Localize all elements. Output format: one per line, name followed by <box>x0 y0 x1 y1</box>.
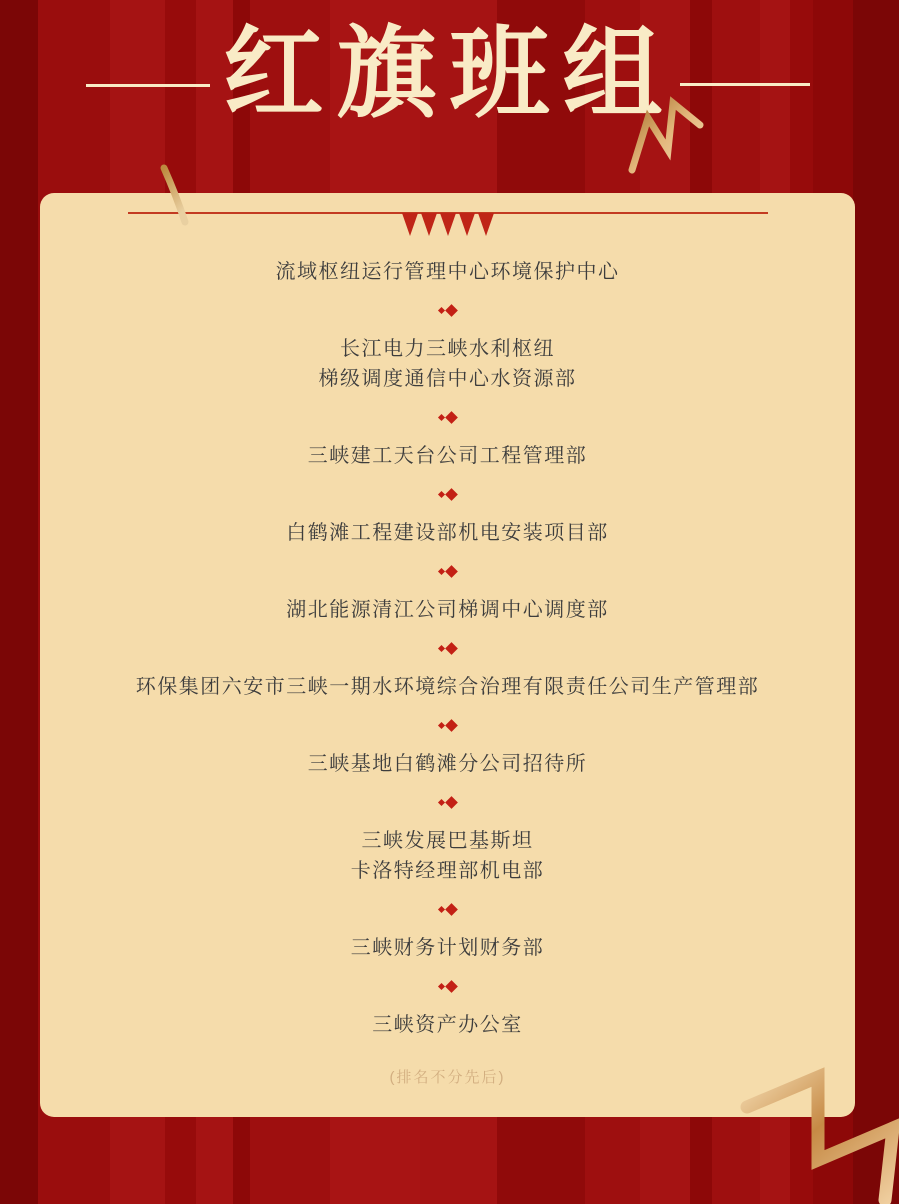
large-diamond-icon <box>445 488 458 501</box>
list-item <box>40 672 855 702</box>
list-item <box>40 518 855 548</box>
small-diamond-icon <box>438 906 445 913</box>
award-list <box>40 257 855 1040</box>
list-item <box>40 1010 855 1040</box>
list-item <box>40 749 855 779</box>
diamond-separator <box>40 905 855 914</box>
organization-name: 长江电力三峡水利枢纽 <box>340 338 555 360</box>
organization-name: 湖北能源清江公司梯调中心调度部 <box>286 599 609 621</box>
organization-name: 三峡基地白鹤滩分公司招待所 <box>307 753 588 775</box>
triangle-markers <box>402 213 494 236</box>
triangle-down-icon <box>421 213 437 236</box>
small-diamond-icon <box>438 983 445 990</box>
large-diamond-icon <box>445 642 458 655</box>
small-diamond-icon <box>438 491 445 498</box>
organization-name: 卡洛特经理部机电部 <box>350 860 545 882</box>
large-diamond-icon <box>445 980 458 993</box>
large-diamond-icon <box>445 411 458 424</box>
organization-name: 环保集团六安市三峡一期水环境综合治理有限责任公司生产管理部 <box>135 676 760 698</box>
triangle-down-icon <box>402 213 418 236</box>
organization-name: 三峡发展巴基斯坦 <box>361 830 534 852</box>
organization-name: 流域枢纽运行管理中心环境保护中心 <box>275 261 620 283</box>
triangle-down-icon <box>478 213 494 236</box>
organization-name: 三峡资产办公室 <box>372 1014 523 1036</box>
triangle-down-icon <box>440 213 456 236</box>
diamond-separator <box>40 721 855 730</box>
small-diamond-icon <box>438 722 445 729</box>
diamond-separator <box>40 567 855 576</box>
small-diamond-icon <box>438 307 445 314</box>
diamond-separator <box>40 982 855 991</box>
award-card <box>40 193 855 1117</box>
list-item <box>40 595 855 625</box>
large-diamond-icon <box>445 903 458 916</box>
list-item <box>40 933 855 963</box>
large-diamond-icon <box>445 565 458 578</box>
organization-name: 三峡建工天台公司工程管理部 <box>307 445 588 467</box>
large-diamond-icon <box>445 796 458 809</box>
list-item <box>40 257 855 287</box>
diamond-separator <box>40 306 855 315</box>
diamond-separator <box>40 413 855 422</box>
title-right-line <box>680 83 810 86</box>
large-diamond-icon <box>445 719 458 732</box>
diamond-separator <box>40 798 855 807</box>
page-title: 红旗班组 <box>223 18 676 130</box>
organization-name: 白鹤滩工程建设部机电安装项目部 <box>286 522 609 544</box>
large-diamond-icon <box>445 304 458 317</box>
small-diamond-icon <box>438 799 445 806</box>
list-item <box>40 334 855 394</box>
small-diamond-icon <box>438 645 445 652</box>
small-diamond-icon <box>438 414 445 421</box>
diamond-separator <box>40 490 855 499</box>
list-item <box>40 826 855 886</box>
title-left-line <box>86 84 210 87</box>
small-diamond-icon <box>438 568 445 575</box>
list-item <box>40 441 855 471</box>
organization-name: 梯级调度通信中心水资源部 <box>318 368 577 390</box>
organization-name: 三峡财务计划财务部 <box>350 937 545 959</box>
diamond-separator <box>40 644 855 653</box>
card-top-line <box>128 212 768 214</box>
footnote: (排名不分先后) <box>389 1069 506 1086</box>
triangle-down-icon <box>459 213 475 236</box>
